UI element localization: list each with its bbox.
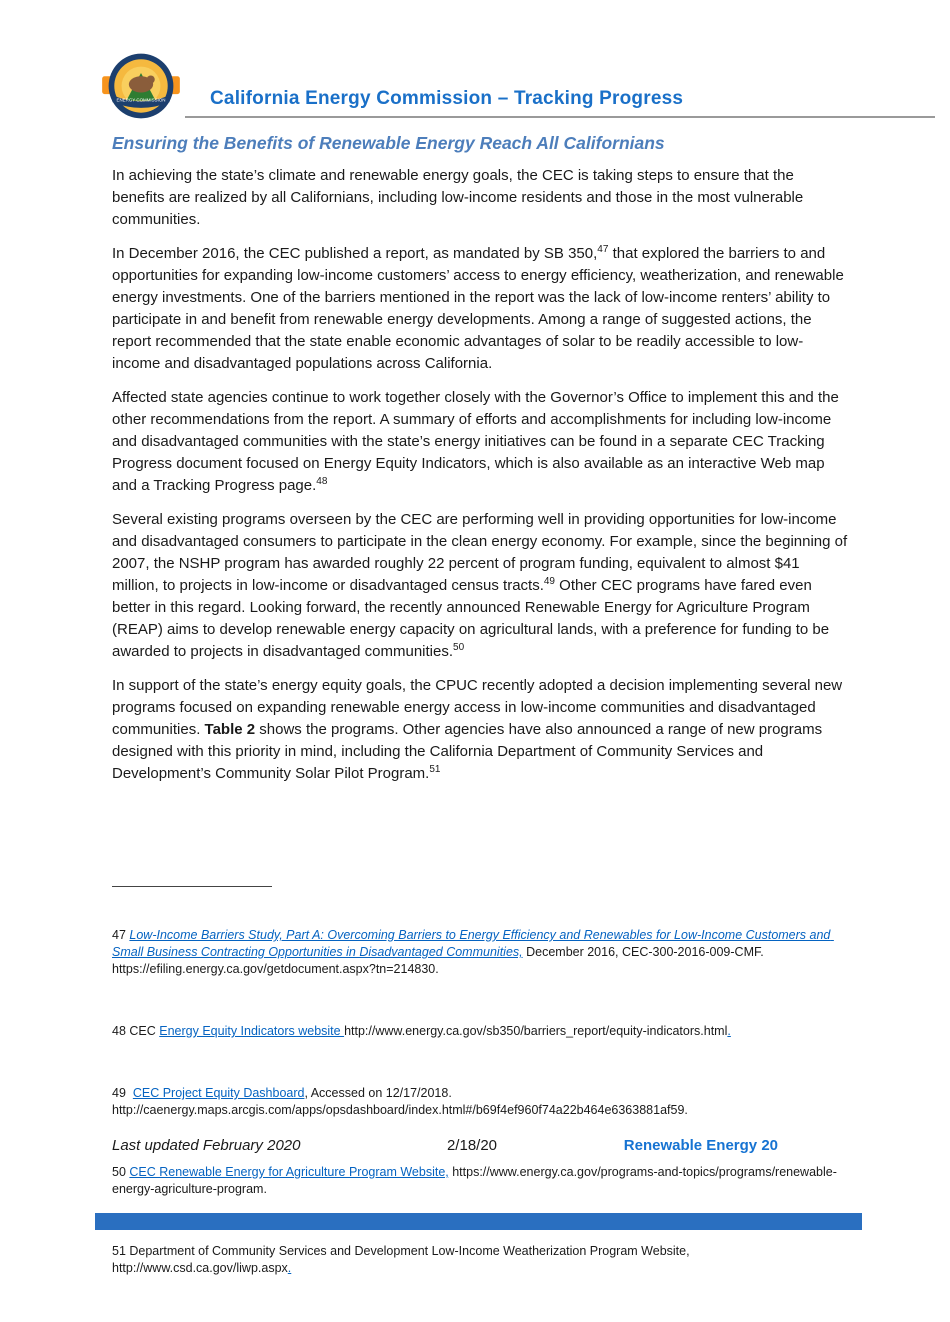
footnote-separator <box>112 886 272 887</box>
cec-seal-icon <box>100 52 182 120</box>
footnote-ref: 49 <box>543 576 555 587</box>
footnote-link[interactable]: . <box>287 1261 292 1275</box>
footnote-50 <box>112 1164 852 1198</box>
text-run: 50 <box>112 1165 130 1179</box>
paragraph-1 <box>112 165 848 231</box>
text-run: https://www.energy.ca.gov/programs-and-topics/programs/renewable-energy-agriculture-program. <box>112 1165 837 1196</box>
text-run: Other CEC programs have fared even better in this regard. Looking forward, the recently announced Renewable Energy for Agriculture Program (REAP) aims to develop renewable energy capacity on agricultural lands, with a preference for funding to be awarded to projects in disadvantaged communities. <box>112 577 830 660</box>
page-footer <box>112 1134 848 1156</box>
footnote-49 <box>112 1085 852 1119</box>
text-run: December 2016, CEC-300-2016-009-CMF. https://efiling.energy.ca.gov/getdocument.aspx?tn=214830. <box>112 945 768 976</box>
text-run: In December 2016, the CEC published a report, as mandated by SB 350, <box>112 245 598 262</box>
footnote-51 <box>112 1243 852 1277</box>
footnote-ref: 47 <box>597 244 609 255</box>
text-run: that explored the barriers to and opportunities for expanding low-income customers’ access to energy efficiency, weatherization, and renewable energy investments. One of the barriers mentioned in the report was the lack of low-income renters’ ability to participate in and benefit from renewable energy developments. Among a range of suggested actions, the report recommended that the state enable economic advantages of solar to be readily accessible to low-income and disadvantaged populations across California. <box>112 245 844 372</box>
footnote-link[interactable]: CEC Renewable Energy for Agriculture Program Website, <box>129 1165 449 1179</box>
body-text <box>112 165 848 797</box>
footnotes <box>112 893 852 1322</box>
text-run: 49 <box>112 1086 133 1100</box>
footnote-ref: 51 <box>429 764 441 775</box>
section-heading: Ensuring the Benefits of Renewable Energy Reach All Californians <box>112 133 665 153</box>
svg-text:ENERGY COMMISSION: ENERGY COMMISSION <box>116 97 166 103</box>
footnote-ref: 48 <box>316 476 328 487</box>
footnote-link[interactable]: . <box>727 1024 731 1038</box>
text-run: http://www.energy.ca.gov/sb350/barriers_report/equity-indicators.html <box>344 1024 728 1038</box>
paragraph-3 <box>112 387 848 497</box>
text-run: Several existing programs overseen by the CEC are performing well in providing opportunities for low-income and disadvantaged consumers to participate in the clean energy economy. For example, since the beginning of 2007, the NSHP program has awarded roughly 22 percent of program funding, equivalent to almost $41 million, to projects in low-income or disadvantaged census tracts. <box>112 511 848 594</box>
paragraph-5 <box>112 675 848 785</box>
footnote-link[interactable]: CEC Project Equity Dashboard <box>132 1086 305 1100</box>
footnote-ref: 50 <box>453 642 465 653</box>
text-run: In support of the state’s energy equity goals, the CPUC recently adopted a decision implementing several new programs focused on expanding renewable energy access in low-income communities and disadvantaged communities. <box>112 677 843 738</box>
text-run: 51 Department of Community Services and Development Low-Income Weatherization Program Website, http://www.csd.ca.gov/liwp.aspx <box>112 1244 694 1275</box>
footnote-link[interactable]: Energy Equity Indicators website <box>159 1024 345 1038</box>
footnote-48 <box>112 1023 852 1040</box>
bottom-accent-bar <box>95 1213 862 1230</box>
text-run: , Accessed on 12/17/2018. http://caenergy.maps.arcgis.com/apps/opsdashboard/index.html#/b69f4ef960f74a22b464e6363881af59. <box>112 1086 688 1117</box>
footer-date: 2/18/20 <box>446 1136 498 1154</box>
text-run: shows the programs. Other agencies have also announced a range of new programs designed with this priority in mind, including the California Department of Community Services and Development’s Community Solar Pilot Program. <box>112 721 823 782</box>
text-run: Table 2 <box>204 721 256 738</box>
footnote-47 <box>112 927 852 978</box>
text-run: 47 <box>112 928 130 942</box>
footer-page-label: Renewable Energy 20 <box>623 1136 778 1154</box>
footnote-link[interactable]: Low-Income Barriers Study, Part A: Overcoming Barriers to Energy Efficiency and Renewables for Low-Income Customers and Small Business Contracting Opportunities in Disadvantaged Communities, <box>112 928 834 959</box>
page-title: California Energy Commission – Tracking Progress <box>210 88 684 109</box>
last-updated-label: Last updated February 2020 <box>112 1136 301 1154</box>
paragraph-4 <box>112 509 848 663</box>
paragraph-2 <box>112 243 848 375</box>
text-run: 48 CEC <box>112 1024 160 1038</box>
text-run: In achieving the state’s climate and renewable energy goals, the CEC is taking steps to ensure that the benefits are realized by all Californians, including low-income residents and those in the most vulnerable communities. <box>112 167 804 228</box>
page-header <box>0 0 950 120</box>
text-run: Affected state agencies continue to work together closely with the Governor’s Office to implement this and the other recommendations from the report. A summary of efforts and accomplishments for including low-income and disadvantaged communities with the state’s energy initiatives can be found in a separate CEC Tracking Progress document focused on Energy Equity Indicators, which is also available as an interactive Web map and a Tracking Progress page. <box>112 389 839 494</box>
header-divider <box>185 116 935 118</box>
